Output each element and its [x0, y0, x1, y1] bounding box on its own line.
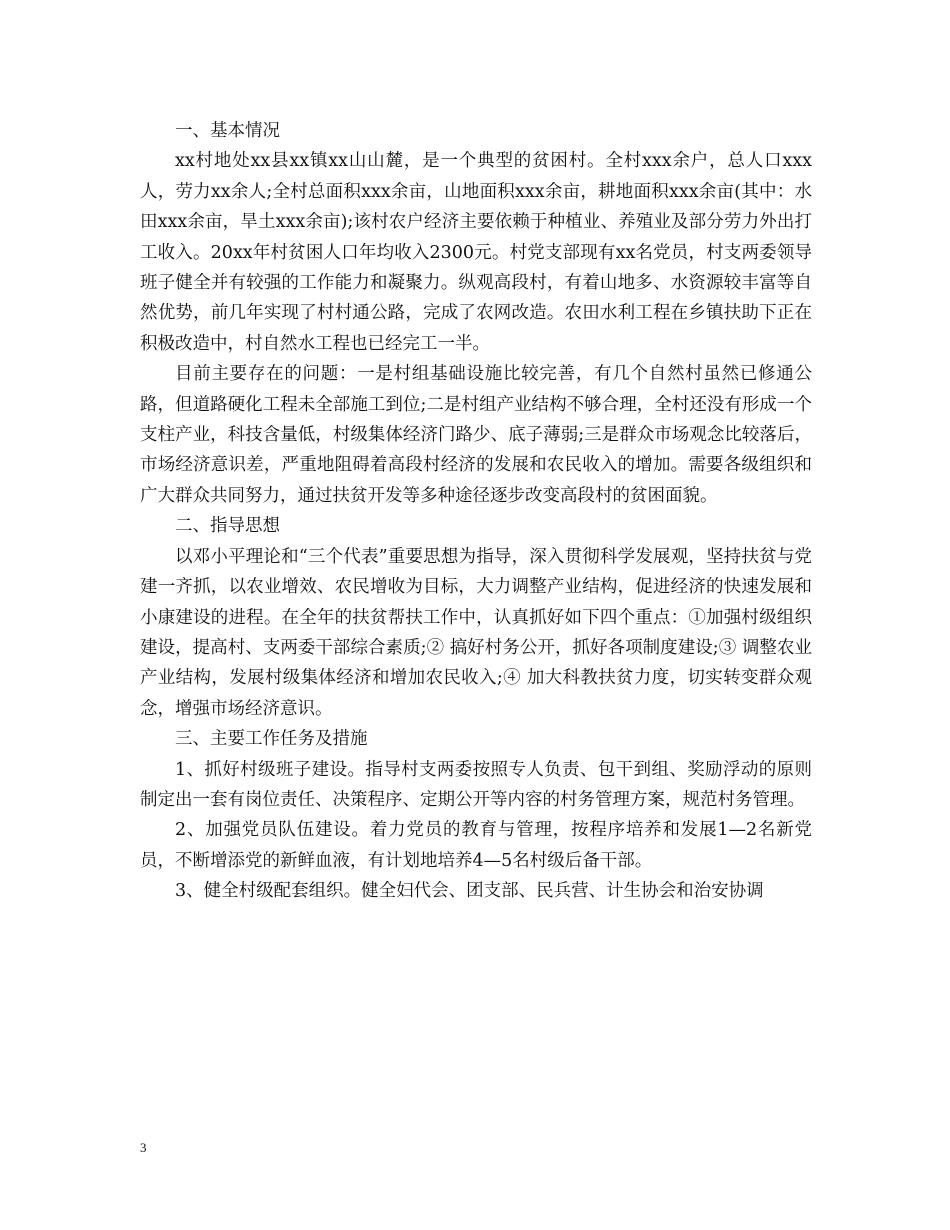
paragraph-main-problems: 目前主要存在的问题：一是村组基础设施比较完善，有几个自然村虽然已修通公路，但道路硬化工程未全部施工到位;二是村组产业结构不够合理，全村还没有形成一个支柱产业，科技含量低，村级集体经济门路少、底子薄弱;三是群众市场观念比较落后，市场经济意识差，严重地阻碍着高段村经济的发展和农民收入的增加。需要各级组织和广大群众共同努力，通过扶贫开发等多种途径逐步改变高段村的贫困面貌。 — [140, 364, 812, 506]
paragraph-village-overview: xx村地处xx县xx镇xx山山麓，是一个典型的贫困村。全村xxx余户，总人口xxx人，劳力xx余人;全村总面积xxx余亩，山地面积xxx余亩，耕地面积xxx余亩(其中：水田xxx余亩，旱土xxx余亩);该村农户经济主要依赖于种植业、养殖业及部分劳力外出打工收入。20xx年村贫困人口年均收入2300元。村党支部现有xx名党员，村支两委领导班子健全并有较强的工作能力和凝聚力。纵观高段村，有着山地多、水资源较丰富等自然优势，前几年实现了村村通公路，完成了农网改造。农田水利工程在乡镇扶助下正在积极改造中，村自然水工程也已经完工一半。 — [140, 151, 812, 354]
paragraph-task-3: 3、健全村级配套组织。健全妇代会、团支部、民兵营、计生协会和治安协调 — [175, 881, 764, 902]
heading-basic-situation: 一、基本情况 — [175, 121, 280, 141]
heading-guiding-ideology: 二、指导思想 — [175, 516, 280, 537]
paragraph-task-1: 1、抓好村级班子建设。指导村支两委按照专人负责、包干到组、奖励浮动的原则制定出一套有岗位责任、决策程序、定期公开等内容的村务管理方案，规范村务管理。 — [140, 759, 812, 810]
paragraph-guiding-ideology: 以邓小平理论和“三个代表”重要思想为指导，深入贯彻科学发展观，坚持扶贫与党建一齐抓，以农业增效、农民增收为目标，大力调整产业结构，促进经济的快速发展和小康建设的进程。在全年的扶贫帮扶工作中，认真抓好如下四个重点：①加强村级组织建设，提高村、支两委干部综合素质;② 搞好村务公开，抓好各项制度建设;③ 调整农业产业结构，发展村级集体经济和增加农民收入;④ 加大科教扶贫力度，切实转变群众观念，增强市场经济意识。 — [140, 546, 812, 719]
paragraph-task-2: 2、加强党员队伍建设。着力党员的教育与管理，按程序培养和发展1—2名新党员，不断增添党的新鲜血液，有计划地培养4—5名村级后备干部。 — [140, 820, 812, 871]
page-number: 3 — [140, 1140, 147, 1155]
heading-main-tasks: 三、主要工作任务及措施 — [175, 729, 368, 750]
document-body — [140, 116, 812, 907]
